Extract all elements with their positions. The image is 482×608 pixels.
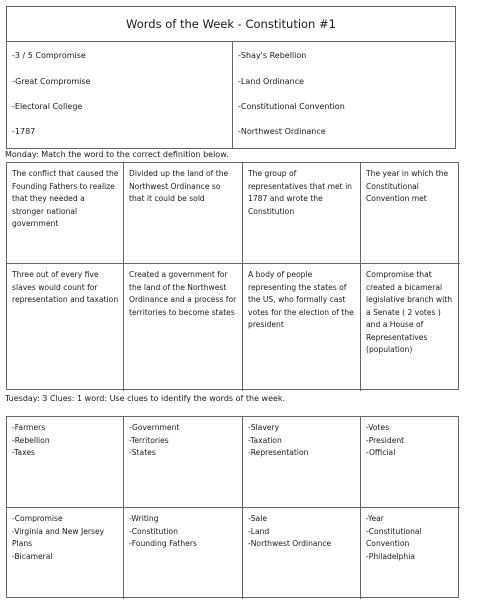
clue-text: -Land xyxy=(248,526,270,536)
word-bank-item: -Great Compromise xyxy=(12,77,91,86)
clue-text: -Territories xyxy=(129,435,169,445)
clue-text: -Constitution xyxy=(129,526,178,536)
clue-text: -Slavery xyxy=(248,423,280,432)
word-bank-item: -1787 xyxy=(12,127,36,136)
tuesday-clues-grid xyxy=(6,416,459,598)
clue-cell xyxy=(7,417,124,508)
definition-cell: Created a government for the land of the Northwest Ordinance and a process for territories to become states xyxy=(124,264,243,391)
clue-cell xyxy=(361,417,460,508)
worksheet-title xyxy=(6,6,456,42)
clue-text: -Northwest Ordinance xyxy=(248,539,332,548)
definition-cell: The year in which the Constitutional Convention met xyxy=(361,163,460,264)
clue-text: -Official xyxy=(366,448,396,457)
definition-cell: The group of representatives that met in 1787 and wrote the Constitution xyxy=(243,163,361,264)
monday-instruction: Monday: Match the word to the correct definition below. xyxy=(5,150,229,159)
clue-text: -Government xyxy=(129,423,180,432)
clue-text: -Philadelphia xyxy=(366,551,416,561)
definition-cell: The conflict that caused the Founding Fathers to realize that they needed a stronger national government xyxy=(7,163,124,264)
clue-text: -Virginia and New Jersey Plans xyxy=(12,526,105,548)
word-bank-item: -Land Ordinance xyxy=(238,77,305,86)
definition-cell: Compromise that created a bicameral legislative branch with a Senate ( 2 votes ) and a House of Representatives (population) xyxy=(366,270,453,354)
clue-cell xyxy=(124,508,243,599)
clue-text: -Bicameral xyxy=(12,551,53,561)
clue-text: -States xyxy=(129,448,156,457)
tuesday-instruction: Tuesday: 3 Clues: 1 word: Use clues to identify the words of the week. xyxy=(5,394,286,403)
clue-text: -Sale xyxy=(248,514,267,523)
clue-text: -Constitutional Convention xyxy=(366,526,422,548)
clue-cell xyxy=(243,508,361,599)
title-text: Words of the Week - Constitution #1 xyxy=(126,17,336,31)
clue-cell xyxy=(124,417,243,508)
clue-cell xyxy=(7,508,124,599)
clue-text: -President xyxy=(366,435,405,445)
word-bank-item: -Shay's Rebellion xyxy=(238,51,307,60)
clue-text: -Year xyxy=(366,514,384,523)
word-bank-left-column xyxy=(7,42,233,148)
definition-cell: Three out of every five slaves would count for representation and taxation xyxy=(7,264,124,391)
word-bank-item: -Northwest Ordinance xyxy=(238,127,326,136)
clue-text: -Votes xyxy=(366,423,390,432)
word-bank-item: -Electoral College xyxy=(12,102,83,111)
clue-text: -Rebellion xyxy=(12,435,50,445)
clue-text: -Compromise xyxy=(12,514,63,523)
word-bank-item: -Constitutional Convention xyxy=(238,102,345,111)
word-bank-item: -3 / 5 Compromise xyxy=(12,51,86,60)
clue-text: -Taxes xyxy=(12,448,35,457)
clue-text: -Farmers xyxy=(12,423,46,432)
clue-cell xyxy=(361,508,460,599)
word-bank-right-column xyxy=(233,42,457,148)
word-bank-table xyxy=(6,42,456,149)
monday-definitions-grid xyxy=(6,162,459,390)
clue-text: -Founding Fathers xyxy=(129,539,197,548)
definition-cell: Divided up the land of the Northwest Ordinance so that it could be sold xyxy=(124,163,243,264)
definition-cell: A body of people representing the states of the US, who formally cast votes for the election of the president xyxy=(243,264,361,391)
clue-text: -Representation xyxy=(248,448,309,457)
clue-text: -Taxation xyxy=(248,435,282,445)
clue-cell xyxy=(243,417,361,508)
clue-text: -Writing xyxy=(129,514,159,523)
